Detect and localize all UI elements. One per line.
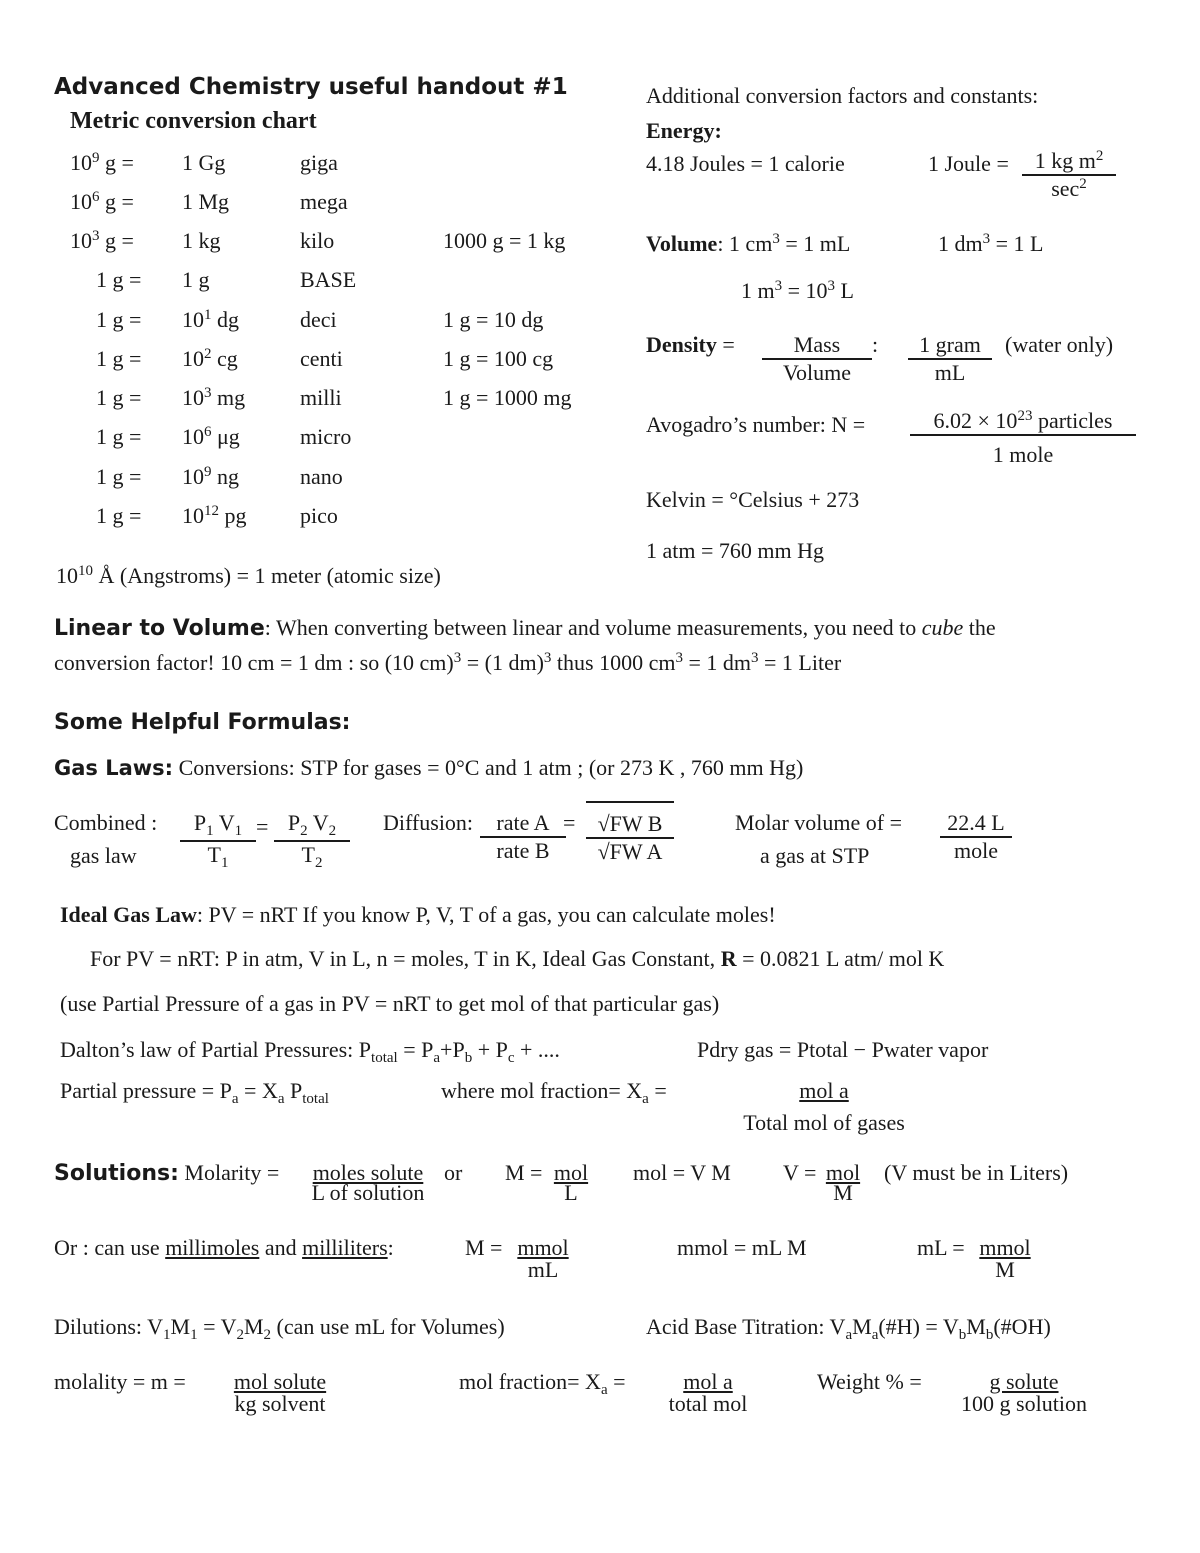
dalton-law: Dalton’s law of Partial Pressures: $P_{total} = P_a+P_b + P_c$ + .... bbox=[60, 1037, 560, 1066]
molar-volume-label: Molar volume of = bbox=[735, 810, 902, 835]
metric-row-unit: $10^9$ ng bbox=[182, 464, 239, 489]
constants-heading: Additional conversion factors and constants: bbox=[646, 83, 1039, 108]
partial-pressure-note: (use Partial Pressure of a gas in PV = nRT to get mol of that particular gas) bbox=[60, 991, 720, 1016]
avogadro-lhs: Avogadro’s number: N = bbox=[646, 412, 866, 437]
millimoles-line: Or : can use millimoles and milliliters: bbox=[54, 1235, 394, 1260]
angstrom-line: $10^{10}$ Å (Angstroms) = 1 meter (atomic size) bbox=[56, 563, 441, 588]
v-eq: V = bbox=[783, 1160, 817, 1185]
page-title: Advanced Chemistry useful handout #1 bbox=[54, 74, 568, 100]
mol-fraction-where: where mol fraction= $X_a$ = bbox=[441, 1078, 667, 1107]
density-colon: : bbox=[872, 332, 879, 357]
gas-laws-line: Gas Laws: Conversions: STP for gases = 0°C and 1 atm ; (or 273 K , 760 mm Hg) bbox=[54, 755, 804, 780]
calorie-eq: 4.18 Joules = 1 calorie bbox=[646, 151, 845, 176]
combined-label-2: gas law bbox=[70, 843, 137, 868]
molality-fraction: mol solute kg solvent bbox=[233, 1369, 327, 1416]
kelvin-eq: Kelvin = °Celsius + 273 bbox=[646, 487, 860, 512]
ml-eq: mL = bbox=[917, 1235, 965, 1260]
molarity-fraction: moles solute L of solution bbox=[311, 1160, 425, 1205]
metric-row-lhs: $10^3$ g = bbox=[70, 228, 134, 253]
formulas-heading: Some Helpful Formulas: bbox=[54, 710, 351, 735]
density-water-fraction: 1 gram mL bbox=[908, 332, 992, 386]
atm-eq: 1 atm = 760 mm Hg bbox=[646, 538, 825, 563]
mol-eq: mol = V M bbox=[633, 1160, 731, 1185]
metric-row-prefix: micro bbox=[300, 424, 352, 449]
metric-row-note: 1000 g = 1 kg bbox=[443, 228, 566, 253]
metric-row-lhs: 1 g = bbox=[96, 464, 142, 489]
solutions-line: Solutions: Molarity = bbox=[54, 1160, 280, 1186]
avogadro-fraction: $6.02 \times 10^{23}$ particles 1 mole bbox=[910, 408, 1136, 468]
metric-row-lhs: 1 g = bbox=[96, 307, 142, 332]
density-fraction: Mass Volume bbox=[762, 332, 872, 386]
metric-row-prefix: pico bbox=[300, 503, 338, 528]
weight-percent-label: Weight % = bbox=[817, 1369, 922, 1394]
m-fraction: mol L bbox=[553, 1160, 589, 1205]
diffusion-equals: = bbox=[563, 810, 576, 835]
density-note: (water only) bbox=[1005, 332, 1114, 357]
metric-row-unit: 1 kg bbox=[182, 228, 221, 253]
mmol-eq: mmol = mL M bbox=[677, 1235, 807, 1260]
dilutions-eq: Dilutions: $V_1M_1 = V_2M_2$ (can use mL for Volumes) bbox=[54, 1314, 505, 1343]
metric-row-unit: $10^3$ mg bbox=[182, 385, 246, 410]
diffusion-fw-fraction: √FW B √FW A bbox=[586, 801, 674, 865]
molality-label: molality = m = bbox=[54, 1369, 186, 1394]
ml-fraction: mmol M bbox=[979, 1235, 1031, 1282]
metric-row-lhs: 1 g = bbox=[96, 385, 142, 410]
weight-percent-fraction: g solute 100 g solution bbox=[961, 1369, 1087, 1416]
pdry-eq: Pdry gas = Ptotal − Pwater vapor bbox=[697, 1037, 989, 1062]
ideal-gas-law: Ideal Gas Law: PV = nRT If you know P, V, T of a gas, you can calculate moles! bbox=[60, 902, 776, 927]
mm-fraction: mmol mL bbox=[517, 1235, 569, 1282]
m-eq: M = bbox=[505, 1160, 543, 1185]
metric-row-unit: 1 Mg bbox=[182, 189, 230, 214]
metric-row-prefix: milli bbox=[300, 385, 342, 410]
diffusion-rate-fraction: rate A rate B bbox=[480, 810, 566, 864]
combined-left-fraction: $P_1$ $V_1$ $T_1$ bbox=[180, 810, 256, 872]
metric-row-prefix: centi bbox=[300, 346, 343, 371]
metric-row-unit: 1 Gg bbox=[182, 150, 226, 175]
volume-eq2: 1 $dm^3 = 1$ L bbox=[938, 231, 1044, 256]
joule-eq: 1 Joule = bbox=[928, 151, 1009, 176]
diffusion-label: Diffusion: bbox=[383, 810, 474, 835]
mol-fraction-fraction-2: mol a total mol bbox=[668, 1369, 748, 1416]
metric-row-unit: $10^2$ cg bbox=[182, 346, 238, 371]
partial-pressure-eq: Partial pressure = $P_a = X_a$ $P_{total}$ bbox=[60, 1078, 329, 1107]
volume-eq1: Volume: 1 $cm^3 = 1$ mL bbox=[646, 231, 851, 256]
metric-row-lhs: 1 g = bbox=[96, 346, 142, 371]
metric-row-lhs: $10^9$ g = bbox=[70, 150, 134, 175]
molar-volume-label-2: a gas at STP bbox=[760, 843, 870, 868]
mm-eq: M = bbox=[465, 1235, 503, 1260]
metric-row-note: 1 g = 10 dg bbox=[443, 307, 544, 332]
metric-row-prefix: nano bbox=[300, 464, 343, 489]
metric-row-unit: 1 g bbox=[182, 267, 210, 292]
metric-row-unit: $10^6$ μg bbox=[182, 424, 240, 449]
mol-fraction-label: mol fraction= $X_a$ = bbox=[459, 1369, 626, 1398]
ideal-gas-units: For PV = nRT: P in atm, V in L, n = moles, T in K, Ideal Gas Constant, R = 0.0821 L atm/ mol K bbox=[90, 946, 945, 971]
metric-row-lhs: $10^6$ g = bbox=[70, 189, 134, 214]
mol-fraction-fraction: mol a Total mol of gases bbox=[743, 1078, 905, 1135]
combined-label: Combined : bbox=[54, 810, 158, 835]
metric-row-prefix: BASE bbox=[300, 267, 357, 292]
v-fraction: mol M bbox=[825, 1160, 861, 1205]
linear-line2: conversion factor! 10 cm = 1 dm : so (10 cm)$^3$ = (1 dm)$^3$ thus 1000 $cm^3 = 1$ $dm^3 = 1$ Liter bbox=[54, 650, 842, 675]
metric-row-note: 1 g = 100 cg bbox=[443, 346, 554, 371]
linear-line1: Linear to Volume: When converting between linear and volume measurements, you need to cube the bbox=[54, 615, 996, 641]
metric-row-prefix: giga bbox=[300, 150, 338, 175]
energy-label: Energy: bbox=[646, 118, 722, 143]
or-text: or bbox=[444, 1160, 463, 1185]
joule-fraction: 1 kg $m^2$ $\sec^2$ bbox=[1022, 148, 1116, 202]
titration-eq: Acid Base Titration: $V_aM_a(\#H)$ = $V_bM_b(\#OH)$ bbox=[646, 1314, 1051, 1343]
v-note: (V must be in Liters) bbox=[884, 1160, 1069, 1185]
density-label: Density = bbox=[646, 332, 735, 357]
metric-row-unit: $10^1$ dg bbox=[182, 307, 239, 332]
volume-eq3: 1 $m^3 = 10^3$ L bbox=[741, 278, 854, 303]
combined-right-fraction: $P_2$ $V_2$ $T_2$ bbox=[274, 810, 350, 872]
metric-row-lhs: 1 g = bbox=[96, 267, 142, 292]
metric-row-note: 1 g = 1000 mg bbox=[443, 385, 572, 410]
metric-row-lhs: 1 g = bbox=[96, 503, 142, 528]
metric-heading: Metric conversion chart bbox=[70, 108, 317, 134]
metric-row-prefix: mega bbox=[300, 189, 348, 214]
metric-row-prefix: kilo bbox=[300, 228, 335, 253]
combined-equals: = bbox=[256, 814, 269, 839]
metric-row-prefix: deci bbox=[300, 307, 337, 332]
molar-volume-fraction: 22.4 L mole bbox=[940, 810, 1012, 864]
metric-row-unit: $10^{12}$ pg bbox=[182, 503, 247, 528]
metric-row-lhs: 1 g = bbox=[96, 424, 142, 449]
